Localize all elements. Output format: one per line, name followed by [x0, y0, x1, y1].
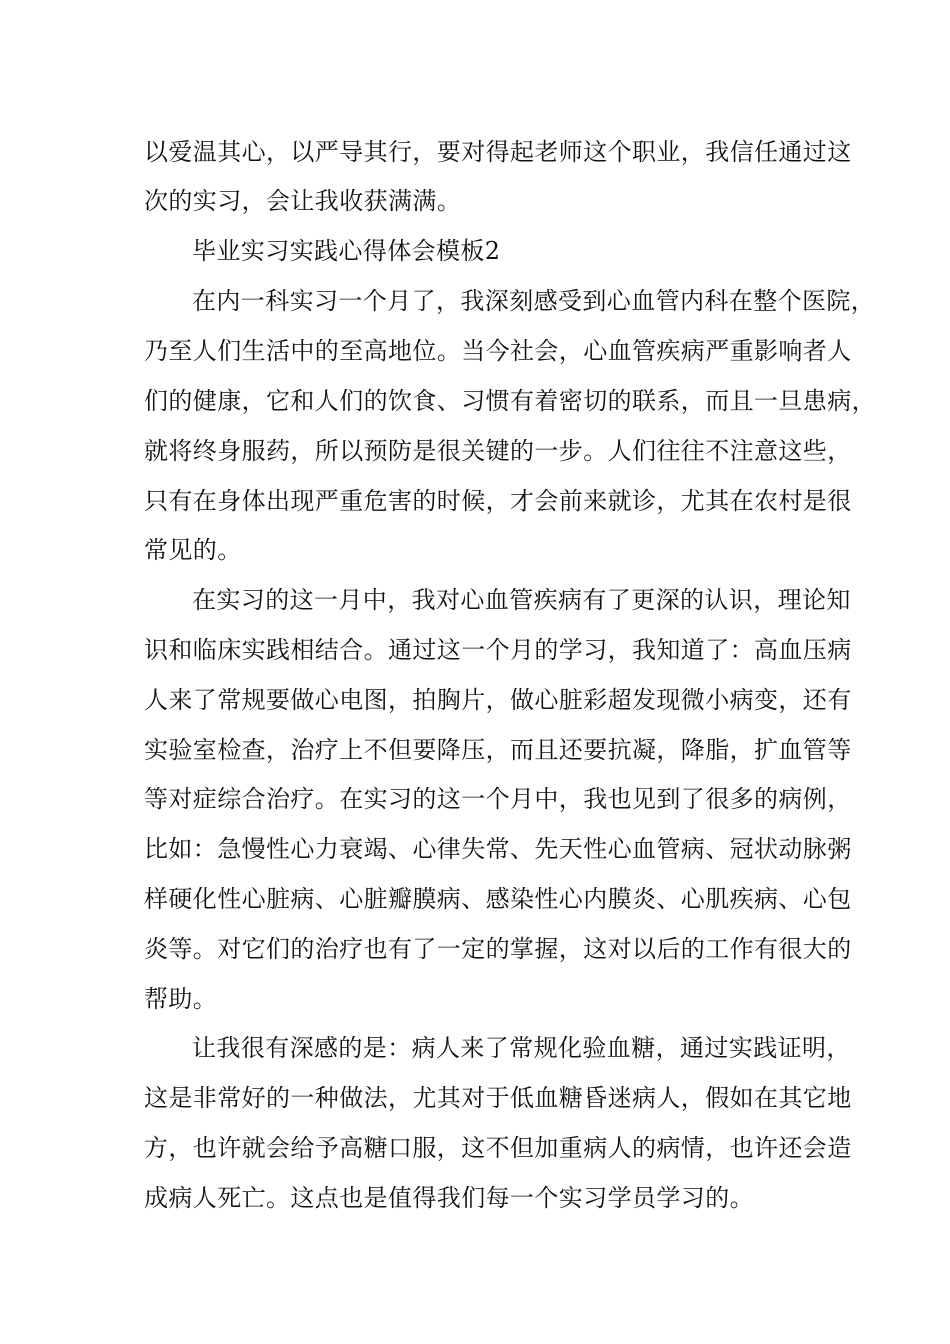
paragraph-line: 让我很有深感的是：病人来了常规化验血糖，通过实践证明， — [192, 1034, 851, 1062]
paragraph-line: 比如：急慢性心力衰竭、心律失常、先天性心血管病、冠状动脉粥 — [144, 835, 852, 863]
paragraph-line: 识和临床实践相结合。通过这一个月的学习，我知道了：高血压病 — [144, 636, 852, 664]
paragraph-line: 在内一科实习一个月了，我深刻感受到心血管内科在整个医院， — [192, 287, 876, 315]
section-heading: 毕业实习实践心得体会模板2 — [192, 237, 501, 265]
paragraph-line: 成病人死亡。这点也是值得我们每一个实习学员学习的。 — [144, 1184, 754, 1212]
paragraph-line: 在实习的这一月中，我对心血管疾病有了更深的认识，理论知 — [192, 586, 851, 614]
paragraph-line: 帮助。 — [144, 985, 218, 1013]
paragraph-line: 常见的。 — [144, 536, 242, 564]
paragraph-line: 们的健康，它和人们的饮食、习惯有着密切的联系，而且一旦患病， — [144, 387, 876, 415]
paragraph-line: 样硬化性心脏病、心脏瓣膜病、感染性心内膜炎、心肌疾病、心包 — [144, 885, 852, 913]
paragraph-line: 炎等。对它们的治疗也有了一定的掌握，这对以后的工作有很大的 — [144, 935, 852, 963]
paragraph-line: 这是非常好的一种做法，尤其对于低血糖昏迷病人，假如在其它地 — [144, 1084, 852, 1112]
paragraph-line: 等对症综合治疗。在实习的这一个月中，我也见到了很多的病例， — [144, 785, 852, 813]
paragraph-line: 以爱温其心，以严导其行，要对得起老师这个职业，我信任通过这 — [144, 138, 852, 166]
paragraph-line: 人来了常规要做心电图，拍胸片，做心脏彩超发现微小病变，还有 — [144, 686, 852, 714]
paragraph-line: 只有在身体出现严重危害的时候，才会前来就诊，尤其在农村是很 — [144, 487, 852, 515]
paragraph-line: 实验室检查，治疗上不但要降压，而且还要抗凝，降脂，扩血管等 — [144, 736, 852, 764]
paragraph-line: 方，也许就会给予高糖口服，这不但加重病人的病情，也许还会造 — [144, 1134, 852, 1162]
paragraph-line: 乃至人们生活中的至高地位。当今社会，心血管疾病严重影响者人 — [144, 337, 852, 365]
paragraph-line: 次的实习，会让我收获满满。 — [144, 187, 462, 215]
paragraph-line: 就将终身服药，所以预防是很关键的一步。人们往往不注意这些， — [144, 437, 852, 465]
